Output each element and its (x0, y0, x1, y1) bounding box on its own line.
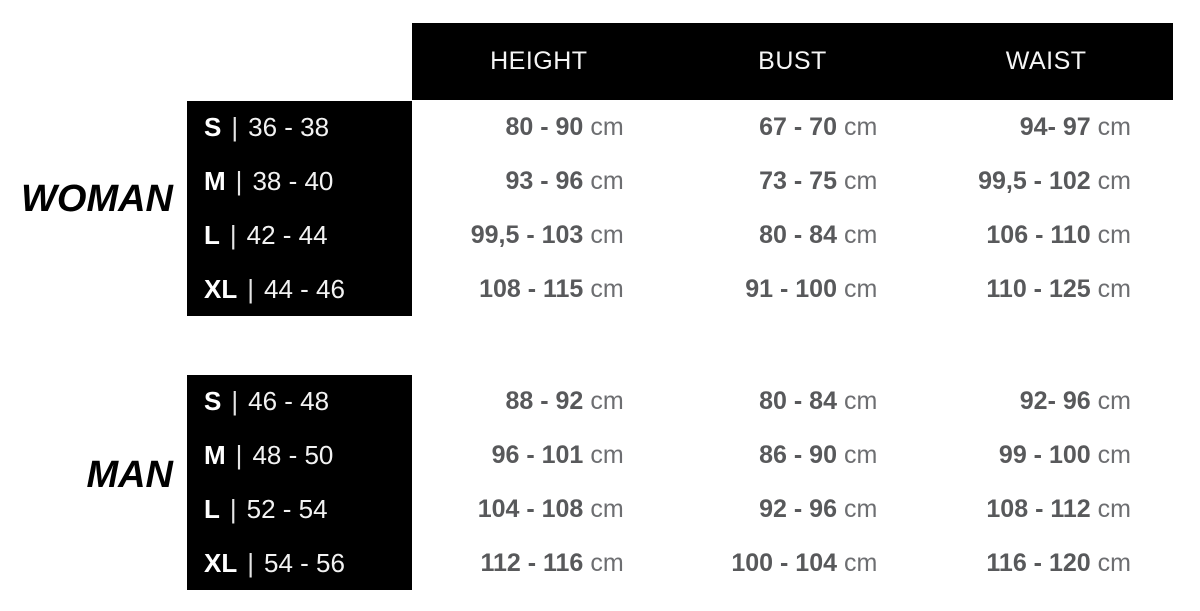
size-range: 54 - 56 (264, 547, 345, 578)
measure-cell-man-s-waist (919, 375, 1173, 429)
size-separator: | (229, 219, 237, 250)
measure-cell-woman-l-waist (919, 209, 1173, 263)
measure-value: 88 - 92 (505, 387, 584, 416)
measure-unit: cm (1097, 441, 1131, 470)
size-range: 44 - 46 (264, 273, 345, 304)
header-bust: BUST (758, 47, 827, 75)
measure-unit: cm (1097, 220, 1131, 249)
size-range: 42 - 44 (246, 219, 328, 250)
measure-cell-man-m-bust (666, 429, 920, 483)
size-range: 48 - 50 (252, 440, 334, 471)
measure-cell-woman-m-height (412, 155, 666, 209)
measure-unit: cm (1097, 113, 1131, 142)
measure-unit: cm (590, 441, 624, 470)
measure-value: 104 - 108 (477, 494, 584, 523)
measure-unit: cm (1097, 387, 1131, 416)
size-separator: | (247, 273, 254, 304)
measure-unit: cm (844, 274, 878, 303)
measure-value: 80 - 84 (759, 387, 837, 416)
size-row-woman-s (187, 101, 412, 155)
measure-cell-woman-s-bust (666, 101, 920, 155)
size-row-woman-m (187, 155, 412, 209)
header-waist: WAIST (1005, 47, 1087, 75)
measure-unit: cm (590, 548, 624, 577)
measure-value: 80 - 90 (505, 113, 584, 142)
measure-unit: cm (844, 167, 878, 196)
size-row-man-l (187, 483, 412, 537)
measure-unit: cm (590, 167, 624, 196)
measure-unit: cm (590, 387, 624, 416)
measure-value: 73 - 75 (759, 167, 837, 196)
measure-value: 108 - 112 (986, 494, 1091, 523)
size-letter: S (204, 386, 222, 417)
size-separator: | (231, 386, 239, 417)
measure-unit: cm (844, 387, 878, 416)
measure-value: 80 - 84 (759, 220, 837, 249)
measure-cell-man-l-bust (666, 483, 920, 537)
measure-value: 86 - 90 (759, 441, 837, 470)
size-separator: | (229, 493, 237, 524)
measure-value: 91 - 100 (745, 274, 837, 303)
measure-value: 116 - 120 (986, 548, 1091, 577)
measure-cell-man-m-height (412, 429, 666, 483)
size-separator: | (235, 166, 243, 197)
size-separator: | (247, 547, 254, 578)
size-letter: XL (204, 547, 238, 578)
size-range: 52 - 54 (246, 493, 328, 524)
size-letter: S (204, 112, 222, 143)
column-header-bar (412, 23, 1173, 100)
size-range: 38 - 40 (252, 166, 334, 197)
measure-value: 106 - 110 (986, 220, 1091, 249)
measure-unit: cm (844, 113, 878, 142)
size-separator: | (231, 112, 239, 143)
size-row-man-m (187, 429, 412, 483)
measure-cell-man-xl-waist (919, 536, 1173, 590)
measure-cell-woman-xl-height (412, 262, 666, 316)
woman-size-box (187, 101, 412, 316)
measure-unit: cm (590, 274, 624, 303)
measure-value: 94- 97 (1019, 113, 1091, 142)
woman-label: WOMAN (21, 178, 173, 220)
measure-value: 108 - 115 (479, 274, 584, 303)
measure-value: 112 - 116 (480, 548, 584, 577)
header-height: HEIGHT (490, 47, 588, 75)
measure-value: 92 - 96 (759, 494, 837, 523)
measure-value: 67 - 70 (759, 113, 837, 142)
size-range: 36 - 38 (248, 112, 330, 143)
size-letter: XL (204, 273, 238, 304)
size-letter: M (204, 166, 226, 197)
measure-cell-woman-xl-bust (666, 262, 920, 316)
man-label: MAN (86, 454, 173, 496)
size-letter: L (204, 493, 220, 524)
measure-cell-man-l-waist (919, 483, 1173, 537)
size-row-man-s (187, 375, 412, 429)
measure-unit: cm (1097, 548, 1131, 577)
woman-values-grid (412, 101, 1173, 316)
size-range: 46 - 48 (248, 386, 330, 417)
measure-value: 93 - 96 (505, 167, 584, 196)
size-row-woman-xl (187, 262, 412, 316)
measure-unit: cm (844, 220, 878, 249)
measure-cell-woman-l-height (412, 209, 666, 263)
measure-unit: cm (1097, 274, 1131, 303)
man-values-grid (412, 375, 1173, 590)
measure-unit: cm (844, 548, 878, 577)
size-row-woman-l (187, 209, 412, 263)
size-letter: L (204, 219, 220, 250)
measure-unit: cm (844, 494, 878, 523)
size-separator: | (235, 440, 243, 471)
measure-unit: cm (1097, 494, 1131, 523)
measure-cell-woman-m-bust (666, 155, 920, 209)
size-row-man-xl (187, 536, 412, 590)
measure-value: 100 - 104 (731, 548, 837, 577)
measure-unit: cm (590, 494, 624, 523)
measure-cell-woman-xl-waist (919, 262, 1173, 316)
measure-value: 99 - 100 (998, 441, 1091, 470)
measure-value: 110 - 125 (986, 274, 1091, 303)
measure-value: 99,5 - 102 (978, 167, 1091, 196)
measure-unit: cm (844, 441, 878, 470)
man-size-box (187, 375, 412, 590)
measure-unit: cm (590, 220, 624, 249)
measure-cell-woman-l-bust (666, 209, 920, 263)
measure-cell-man-xl-height (412, 536, 666, 590)
measure-value: 99,5 - 103 (470, 220, 584, 249)
size-letter: M (204, 440, 226, 471)
measure-cell-man-m-waist (919, 429, 1173, 483)
measure-cell-woman-s-height (412, 101, 666, 155)
measure-value: 96 - 101 (491, 441, 584, 470)
measure-cell-man-l-height (412, 483, 666, 537)
measure-unit: cm (590, 113, 624, 142)
measure-cell-woman-s-waist (919, 101, 1173, 155)
measure-cell-man-xl-bust (666, 536, 920, 590)
measure-cell-woman-m-waist (919, 155, 1173, 209)
measure-value: 92- 96 (1019, 387, 1091, 416)
measure-cell-man-s-bust (666, 375, 920, 429)
measure-cell-man-s-height (412, 375, 666, 429)
measure-unit: cm (1097, 167, 1131, 196)
